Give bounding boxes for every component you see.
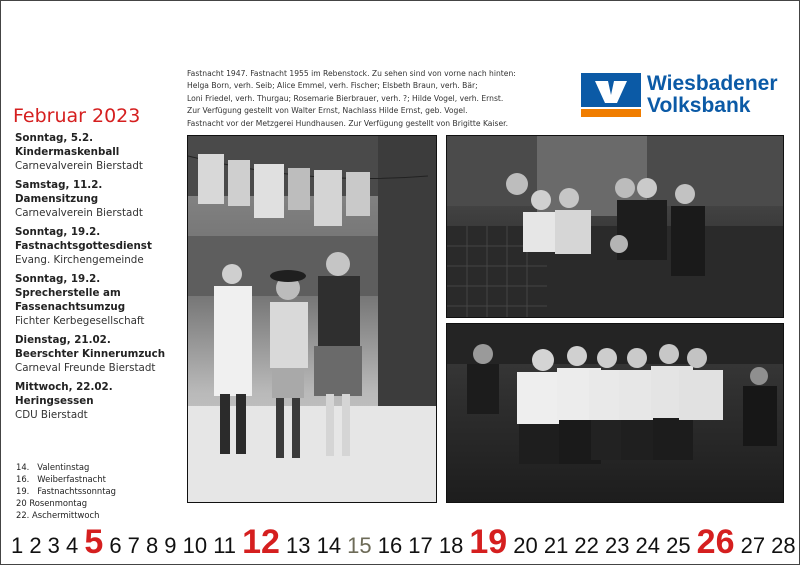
event-date: Sonntag, 19.2.: [15, 226, 101, 238]
logo-text-line1: Wiesbadener: [647, 72, 778, 95]
event-organizer: CDU Bierstadt: [15, 409, 88, 421]
event-item: [15, 225, 187, 267]
day-number: 14: [316, 533, 342, 558]
event-date: Sonntag, 5.2.: [15, 132, 94, 144]
day-number: 2: [29, 533, 42, 558]
day-number-highlight: 15: [347, 533, 372, 558]
day-number: 9: [164, 533, 177, 558]
day-number: 28: [771, 533, 796, 558]
day-number: 3: [47, 533, 60, 558]
day-number: 24: [635, 533, 661, 558]
caption-line: Fastnacht vor der Metzgerei Hundhausen. Zur Verfügung gestellt von Brigitte Kaiser.: [187, 118, 509, 128]
day-number: 7: [127, 533, 140, 558]
day-number-sunday: 5: [84, 523, 104, 561]
holiday-item: 20 Rosenmontag: [16, 498, 88, 508]
event-title: Beerschter Kinnerumzuch: [15, 348, 166, 360]
photo-dancers-hall: [446, 323, 784, 503]
event-date: Mittwoch, 22.02.: [15, 381, 113, 393]
event-title: Heringsessen: [15, 395, 94, 407]
day-number-row: [11, 523, 796, 562]
holiday-item: 14. Valentinstag: [16, 462, 90, 472]
event-date: Samstag, 11.2.: [15, 179, 103, 191]
day-number: 17: [408, 533, 433, 558]
caption-line: Helga Born, verh. Seib; Alice Emmel, verh. Fischer; Elsbeth Braun, verh. Bär;: [187, 81, 478, 91]
caption-line: Zur Verfügung gestellt von Walter Ernst, Nachlass Hilde Ernst, geb. Vogel.: [187, 106, 468, 116]
event-title: Fastnachtsgottesdienst: [15, 240, 152, 252]
holiday-list: [16, 461, 116, 521]
holiday-item: 19. Fastnachtssonntag: [16, 486, 116, 496]
event-date: Dienstag, 21.02.: [15, 334, 111, 346]
holiday-item: 16. Weiberfastnacht: [16, 474, 106, 484]
day-number: 1: [11, 533, 24, 558]
event-title: Sprecherstelle am Fassenachtsumzug: [15, 287, 126, 313]
day-number: 21: [543, 533, 569, 558]
day-number: 6: [109, 533, 122, 558]
day-number: 20: [513, 533, 538, 558]
caption-line: Loni Friedel, verh. Thurgau; Rosemarie Bierbrauer, verh. ?; Hilde Vogel, verh. Ernst.: [187, 93, 504, 103]
day-number-sunday: 26: [696, 523, 735, 561]
event-item: [15, 272, 187, 328]
day-number: 4: [65, 533, 79, 558]
day-number: 10: [182, 533, 208, 558]
event-item: [15, 131, 187, 173]
bank-logo: [581, 73, 778, 117]
event-organizer: Evang. Kirchengemeinde: [15, 254, 144, 266]
month-title: Februar 2023: [13, 105, 141, 127]
day-number: 25: [666, 533, 691, 558]
event-list: [15, 131, 187, 427]
holiday-item: 22. Aschermittwoch: [16, 510, 100, 520]
event-date: Sonntag, 19.2.: [15, 273, 101, 285]
event-title: Kindermaskenball: [15, 146, 120, 158]
day-number: 18: [438, 533, 464, 558]
day-number: 27: [740, 533, 766, 558]
event-item: [15, 333, 187, 375]
day-number: 22: [574, 533, 599, 558]
photo-group-butcher-shop: [446, 135, 784, 318]
photo-children-costumes: [187, 135, 437, 503]
event-organizer: Carnevalverein Bierstadt: [15, 207, 143, 219]
caption-line: Fastnacht 1947. Fastnacht 1955 im Rebenstock. Zu sehen sind von vorne nach hinten:: [187, 69, 516, 78]
event-organizer: Fichter Kerbegesellschaft: [15, 315, 145, 327]
day-number: 23: [604, 533, 630, 558]
event-item: [15, 178, 187, 220]
day-number-sunday: 19: [469, 523, 508, 561]
logo-text-line2: Volksbank: [647, 94, 751, 117]
day-number: 13: [286, 533, 311, 558]
day-number: 8: [145, 533, 159, 558]
volksbank-logo-icon: [581, 73, 641, 117]
event-title: Damensitzung: [15, 193, 99, 205]
photo-caption: [187, 68, 547, 130]
day-number: 16: [377, 533, 403, 558]
event-item: [15, 380, 187, 422]
day-number-sunday: 12: [242, 523, 280, 561]
event-organizer: Carnevalverein Bierstadt: [15, 160, 143, 172]
day-number: 11: [213, 533, 237, 558]
event-organizer: Carneval Freunde Bierstadt: [15, 362, 156, 374]
